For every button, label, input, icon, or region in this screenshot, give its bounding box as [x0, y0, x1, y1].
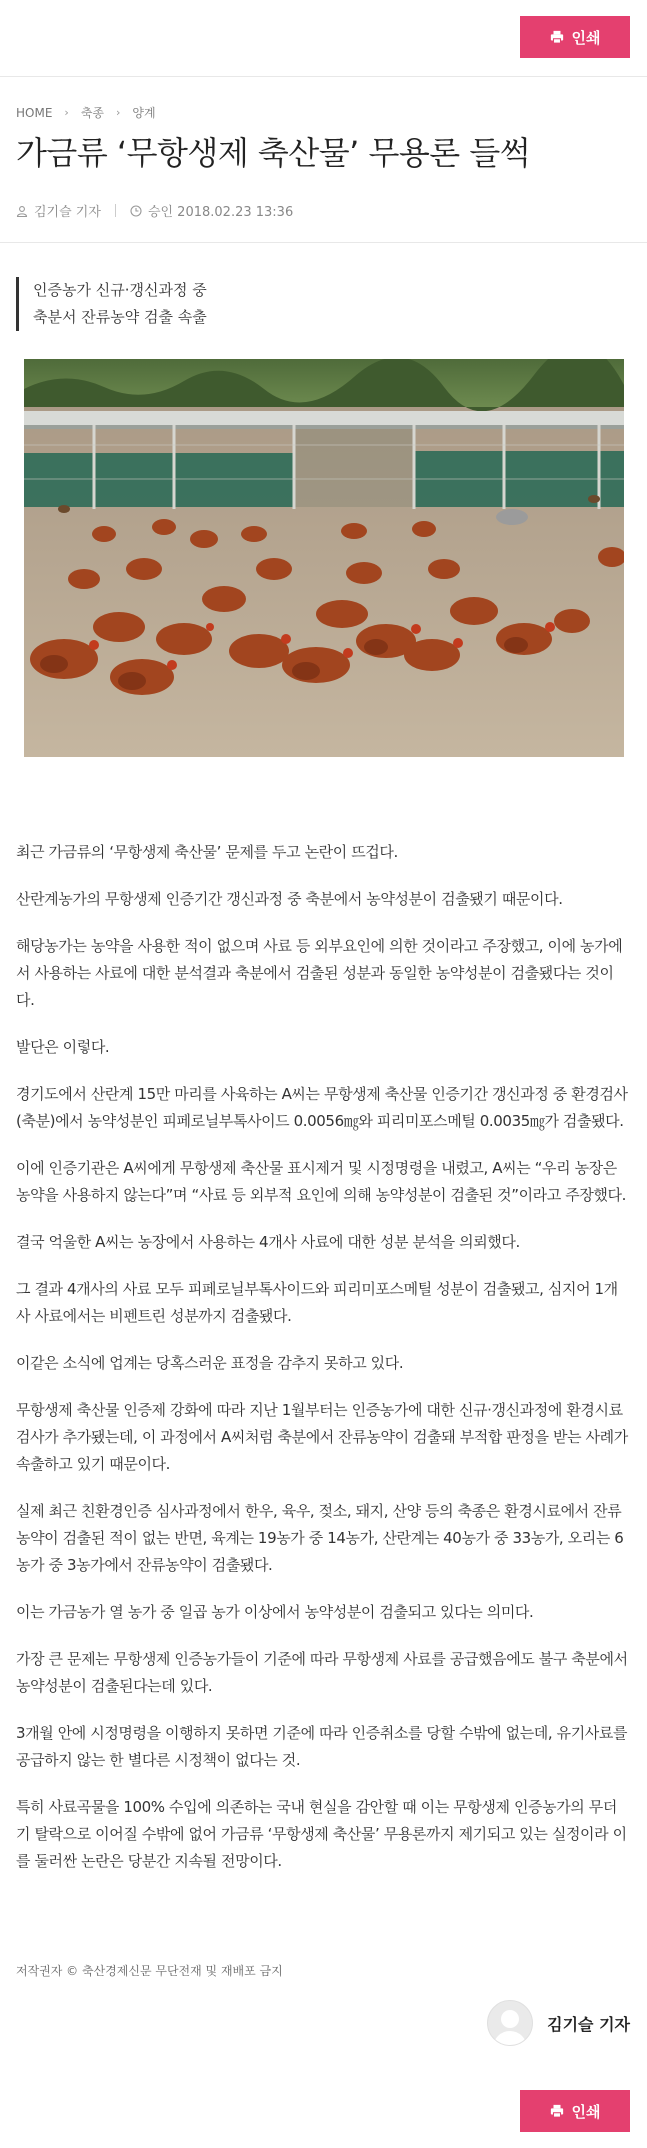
reporter-info — [16, 201, 101, 220]
meta-divider-line — [0, 242, 647, 243]
article-paragraph: 3개월 안에 시정명령을 이행하지 못하면 기준에 따라 인증취소를 당할 수밖에 없는데, 유기사료를 공급하지 않는 한 별다른 시정책이 없다는 것. — [16, 1724, 628, 1769]
print-label: 인쇄 — [571, 2102, 601, 2121]
article-paragraph: 특히 사료곡물을 100% 수입에 의존하는 국내 현실을 감안할 때 이는 무항생제 인증농가의 무더기 탈락으로 이어질 수밖에 없어 가금류 ‘무항생제 축산물’ 무용론까지 제기되고 있는 실정이라 이를 둘러싼 논란은 당분간 지속될 전망이다. — [16, 1798, 627, 1870]
article-paragraph: 발단은 이렇다. — [16, 1038, 110, 1056]
header-divider — [0, 76, 647, 77]
avatar-body — [493, 2031, 527, 2046]
article-paragraph: 경기도에서 산란계 15만 마리를 사육하는 A씨는 무항생제 축산물 인증기간 갱신과정 중 환경검사(축분)에서 농약성분인 피페로닐부톡사이드 0.0056㎎와 피리미포스메틸 0.0035㎎가 검출됐다. — [16, 1085, 628, 1130]
avatar-head — [501, 2010, 519, 2028]
article-body — [16, 839, 631, 1895]
clock-icon — [130, 205, 142, 217]
breadcrumb — [16, 104, 156, 121]
article-meta — [16, 201, 293, 220]
author-box — [487, 2000, 630, 2046]
breadcrumb-separator: › — [116, 106, 121, 119]
print-button-bottom[interactable] — [520, 2090, 630, 2132]
article-paragraph: 해당농가는 농약을 사용한 적이 없으며 사료 등 외부요인에 의한 것이라고 주장했고, 이에 농가에서 사용하는 사료에 대한 분석결과 축분에서 검출된 성분과 동일한 농약성분이 검출됐다는 것이다. — [16, 937, 623, 1009]
article-paragraph: 그 결과 4개사의 사료 모두 피페로닐부톡사이드와 피리미포스메틸 성분이 검출됐고, 심지어 1개사 사료에서는 비펜트린 성분까지 검출됐다. — [16, 1280, 618, 1325]
printer-icon — [550, 30, 564, 44]
copyright-notice: 저작권자 © 축산경제신문 무단전재 및 재배포 금지 — [16, 1964, 283, 1978]
printer-icon — [550, 2104, 564, 2118]
article-paragraph: 이에 인증기관은 A씨에게 무항생제 축산물 표시제거 및 시정명령을 내렸고, A씨는 “우리 농장은 농약을 사용하지 않는다”며 “사료 등 외부적 요인에 의해 농약성분이 검출된 것”이라고 주장했다. — [16, 1159, 626, 1204]
print-label: 인쇄 — [571, 28, 601, 47]
breadcrumb-separator: › — [64, 106, 69, 119]
meta-divider — [115, 204, 116, 217]
subtitle-line: 인증농가 신규·갱신과정 중 — [33, 281, 207, 299]
avatar — [487, 2000, 533, 2046]
approved-date: 승인 2018.02.23 13:36 — [147, 205, 294, 220]
article-paragraph: 실제 최근 친환경인증 심사과정에서 한우, 육우, 젖소, 돼지, 산양 등의 축종은 환경시료에서 잔류농약이 검출된 적이 없는 반면, 육계는 19농가 중 14농가, 산란계는 40농가 중 33농가, 오리는 6농가 중 3농가에서 잔류농약이 검출됐다. — [16, 1502, 624, 1574]
author-name-link[interactable]: 김기슬 기자 — [547, 2014, 630, 2034]
article-paragraph: 결국 억울한 A씨는 농장에서 사용하는 4개사 사료에 대한 성분 분석을 의뢰했다. — [16, 1233, 520, 1251]
article-paragraph: 이는 가금농가 열 농가 중 일곱 농가 이상에서 농약성분이 검출되고 있다는 의미다. — [16, 1603, 534, 1621]
article-paragraph: 무항생제 축산물 인증제 강화에 따라 지난 1월부터는 인증농가에 대한 신규·갱신과정에 환경시료 검사가 추가됐는데, 이 과정에서 A씨처럼 축분에서 잔류농약이 검출돼 부적합 판정을 받는 사례가 속출하고 있기 때문이다. — [16, 1401, 628, 1473]
reporter-name: 김기슬 기자 — [34, 205, 101, 220]
article-title: 가금류 ‘무항생제 축산물’ 무용론 들썩 — [16, 134, 531, 172]
article-paragraph: 이같은 소식에 업계는 당혹스러운 표정을 감추지 못하고 있다. — [16, 1354, 404, 1372]
article-paragraph: 최근 가금류의 ‘무항생제 축산물’ 문제를 두고 논란이 뜨겁다. — [16, 843, 398, 861]
approved-info — [130, 201, 293, 220]
article-paragraph: 산란계농가의 무항생제 인증기간 갱신과정 중 축분에서 농약성분이 검출됐기 때문이다. — [16, 890, 563, 908]
article-subtitle — [16, 277, 207, 331]
breadcrumb-category[interactable]: 축종 — [80, 106, 104, 120]
subtitle-line: 축분서 잔류농약 검출 속출 — [33, 308, 207, 326]
article-photo — [24, 359, 624, 757]
user-icon — [16, 205, 28, 217]
article-paragraph: 가장 큰 문제는 무항생제 인증농가들이 기준에 따라 무항생제 사료를 공급했음에도 불구 축분에서 농약성분이 검출된다는데 있다. — [16, 1650, 628, 1695]
chickens-photo-illustration — [24, 359, 624, 757]
print-button[interactable] — [520, 16, 630, 58]
breadcrumb-home[interactable]: HOME — [16, 105, 53, 120]
breadcrumb-subcategory[interactable]: 양계 — [132, 106, 156, 120]
